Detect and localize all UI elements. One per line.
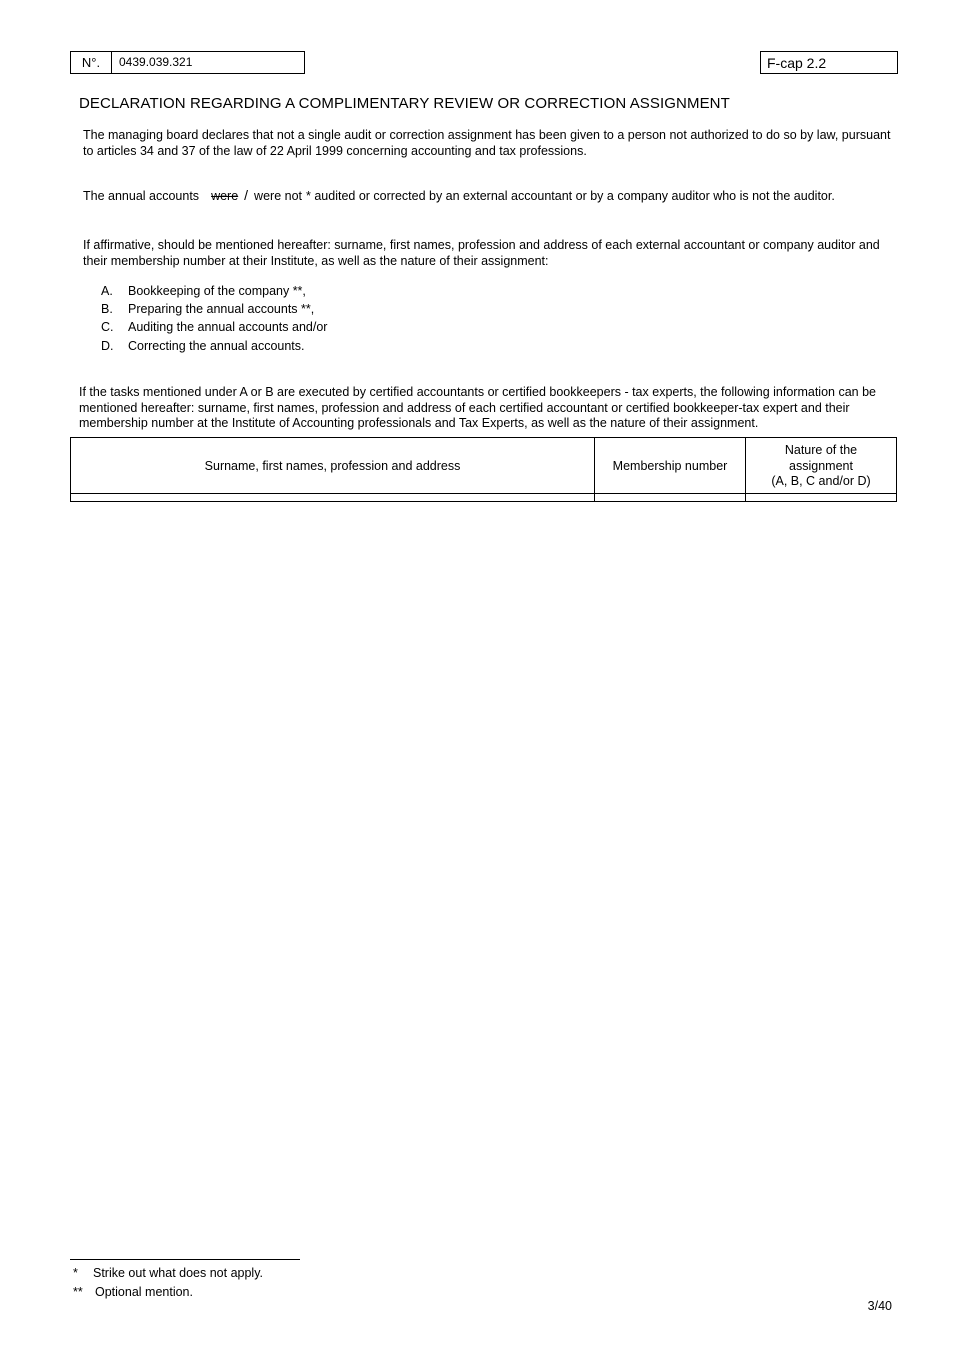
list-item-letter: A. [101, 284, 113, 298]
footnote-mark: * [73, 1266, 78, 1280]
company-number-label: N°. [70, 51, 112, 74]
footnote-2 [73, 1285, 193, 1299]
affirmative-paragraph: If affirmative, should be mentioned hereafter: surname, first names, profession and address of each external accountant or company auditor and their membership number at their Institute, as well as the nature of their assignment: [83, 238, 880, 268]
table-cell-nature [745, 493, 897, 502]
chosen-option: were not [254, 189, 302, 203]
table-header-name: Surname, first names, profession and address [70, 437, 595, 494]
accounts-statement [83, 186, 898, 205]
table-header-nature-line2: assignment [789, 458, 853, 473]
table-header-nature-line3: (A, B, C and/or D) [771, 474, 871, 488]
page-title: DECLARATION REGARDING A COMPLIMENTARY REVIEW OR CORRECTION ASSIGNMENT [79, 95, 730, 112]
list-item-text: Bookkeeping of the company **, [128, 284, 306, 298]
footnote-mark: ** [73, 1285, 83, 1299]
list-item-text: Correcting the annual accounts. [128, 339, 305, 353]
accounts-prefix: The annual accounts [83, 189, 200, 203]
list-item-text: Preparing the annual accounts **, [128, 302, 315, 316]
list-item-text: Auditing the annual accounts and/or [128, 320, 328, 334]
footnote-text: Strike out what does not apply. [93, 1266, 264, 1280]
table-header-nature-line1: Nature of the [784, 443, 858, 457]
page-number: 3/40 [867, 1299, 892, 1313]
form-code-box [760, 51, 898, 74]
form-code: F-cap 2.2 [767, 55, 827, 71]
table-header-nature [745, 437, 897, 494]
list-item [101, 300, 314, 318]
list-item [101, 337, 305, 355]
table-cell-name [70, 493, 595, 502]
footnote-star: * [306, 189, 311, 203]
header-row [70, 51, 897, 74]
list-item-letter: C. [101, 320, 114, 334]
footnote-text: Optional mention. [95, 1285, 193, 1299]
accounts-suffix: audited or corrected by an external accountant or by a company auditor who is not the auditor. [314, 189, 835, 203]
list-item-letter: D. [101, 339, 114, 353]
tasks-paragraph: If the tasks mentioned under A or B are executed by certified accountants or certified bookkeepers - tax experts, the following information can be mentioned hereafter: surname, first names, profession and address of each certified accountant or certified bookkeeper-tax expert and their membership number at the Institute of Accounting professionals and Tax Experts, as well as the nature of their assignment. [79, 385, 876, 430]
struck-option: were [211, 189, 239, 203]
option-separator: / [244, 187, 249, 203]
table-header-membership: Membership number [594, 437, 746, 494]
list-item-letter: B. [101, 302, 113, 316]
table-cell-membership [594, 493, 746, 502]
footnote-1 [73, 1266, 263, 1280]
footnote-divider [70, 1259, 300, 1260]
list-item [101, 282, 306, 300]
declaration-paragraph: The managing board declares that not a single audit or correction assignment has been given to a person not authorized to do so by law, pursuant to articles 34 and 37 of the law of 22 April 1999 concerning accounting and tax professions. [83, 128, 891, 158]
accountant-table [70, 437, 897, 501]
company-number-field [111, 51, 305, 74]
company-number-value: 0439.039.321 [119, 55, 193, 69]
list-item [101, 318, 327, 336]
